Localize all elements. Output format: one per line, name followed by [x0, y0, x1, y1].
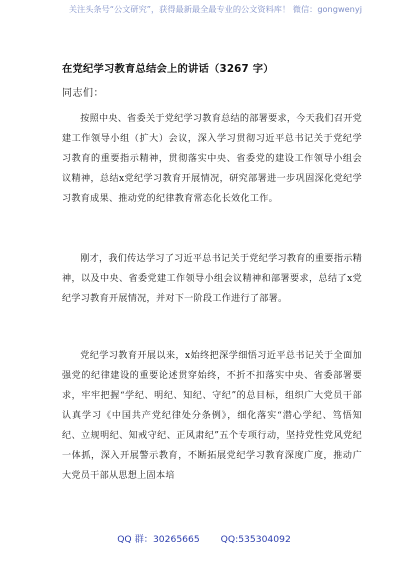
body-paragraph-2: 刚才，我们传达学习了习近平总书记关于党纪学习教育的重要指示精神，以及中央、省委党建工作领导小组会议精神和部署要求，总结了x党纪学习教育开展情况，并对下一阶段工作进行了部署。 — [62, 254, 363, 304]
qq-group-number: QQ 群：30265665 — [117, 534, 200, 545]
page-footer — [0, 531, 408, 545]
promo-banner: 关注头条号“公文研究”，获得最新最全最专业的公文资料库！ 微信：gongwenyj — [68, 4, 362, 14]
salutation: 同志们： — [62, 88, 104, 99]
qq-number: QQ:535304092 — [220, 534, 291, 545]
body-paragraph-3: 党纪学习教育开展以来，x始终把深学细悟习近平总书记关于全面加强党的纪律建设的重要论述贯穿始终，不折不扣落实中央、省委部署要求，牢牢把握“学纪、明纪、知纪、守纪”的总目标，组织广大党员干部认真学习《中国共产党纪律处分条例》，细化落实“潜心学纪、笃悟知纪、立规明纪、知戒守纪、正风肃纪”五个专项行动，坚持党性党风党纪一体抓，深入开展警示教育，不断拓展党纪学习教育深度广度，推动广大党员干部从思想上固本培 — [62, 351, 362, 481]
body-paragraph-1: 按照中央、省委关于党纪学习教育总结的部署要求，今天我们召开党建工作领导小组（扩大）会议，深入学习贯彻习近平总书记关于党纪学习教育的重要指示精神，贯彻落实中央、省委党的建设工作领导小组会议精神，总结x党纪学习教育开展情况，研究部署进一步巩固深化党纪学习教育成果、推动党的纪律教育常态化长效化工作。 — [62, 114, 363, 204]
document-title: 在党纪学习教育总结会上的讲话（3267 字） — [62, 63, 274, 75]
